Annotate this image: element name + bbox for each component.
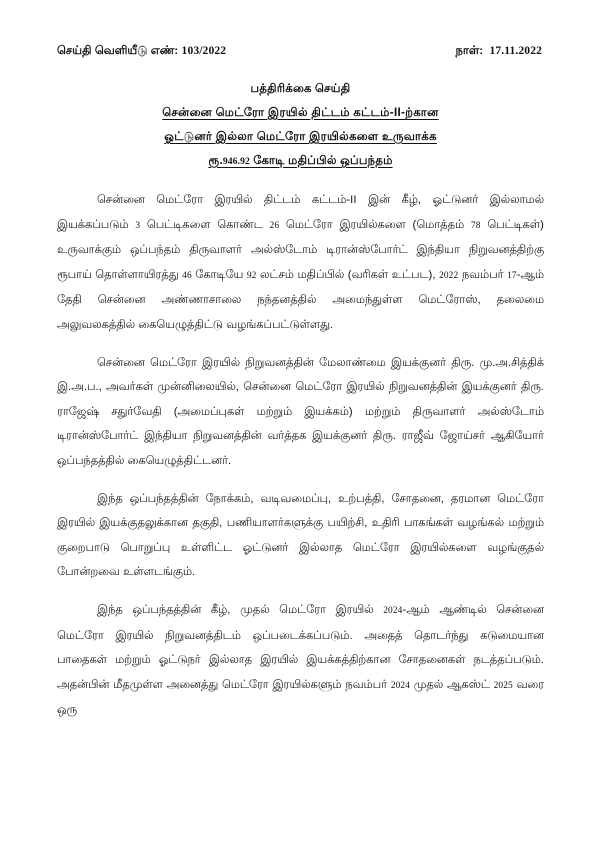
currency-prefix: ரூ. <box>208 154 223 167</box>
page-bottom-whitespace <box>57 723 544 819</box>
paragraph-scope: இந்த ஒப்பந்தத்தின் நோக்கம், வடிவமைப்பு, உற்பத்தி, சோதனை, தரமான மெட்ரோ இரயில் இயக்குதலுக்கான தகுதி, பணியாளர்களுக்கு பயிற்சி, உதிரி பாகங்கள் வழங்கல் மற்றும் குறைபாடு பொறுப்பு உள்ளிட்ட ஓட்டுனர் இல்லாத மெட்ரோ இரயில்களை வழங்குதல் போன்றவை உள்ளடங்கும். <box>57 492 544 579</box>
contract-amount-value: 946.92 <box>222 156 250 167</box>
title-block <box>57 77 544 174</box>
contract-value-suffix: கோடி மதிப்பில் ஒப்பந்தம் <box>249 154 393 167</box>
release-date <box>456 44 544 59</box>
document-header <box>57 44 544 59</box>
document-body <box>57 188 544 723</box>
paragraph-delivery-schedule: இந்த ஒப்பந்தத்தின் கீழ், முதல் மெட்ரோ இரயில் 2024-ஆம் ஆண்டில் சென்னை மெட்ரோ இரயில் நிறுவனத்திடம் ஒப்படைக்கப்படும். அதைத் தொடர்ந்து கடுமையான பாதைகள் மற்றும் ஓட்டுநர் இல்லாத இரயில் இயக்கத்திற்கான சோதனைகள் நடத்தப்படும். அதன்பின் மீதமுள்ள அனைத்து மெட்ரோ இரயில்களும் நவம்பர் 2024 முதல் ஆகஸ்ட் 2025 வரை ஒரு <box>57 603 545 717</box>
release-date-label: நாள்: <box>455 45 484 57</box>
page-title-line-2: ஓட்டுனர் இல்லா மெட்ரோ இரயில்களை உருவாக்க <box>164 130 437 143</box>
release-date-value: 17.11.2022 <box>489 44 542 57</box>
release-number-label: செய்தி வெளியீடு எண்: <box>57 45 179 57</box>
paragraph-signatories: சென்னை மெட்ரோ இரயில் நிறுவனத்தின் மேலாண்மை இயக்குனர் திரு. மு.அ.சித்திக் இ.அ.ப., அவர்கள் முன்னிலையில், சென்னை மெட்ரோ இரயில் நிறுவனத்தின் இயக்குனர் திரு. ராஜேஷ் சதுர்வேதி (அமைப்புகள் மற்றும் இயக்கம்) மற்றும் திருவாளர் அல்ஸ்டோம் டிரான்ஸ்போர்ட் இந்தியா நிறுவனத்தின் வர்த்தக இயக்குனர் திரு. ராஜீவ் ஜோய்சர் ஆகியோர் ஒப்பந்தத்தில் கையெழுத்திட்டனர். <box>57 356 544 467</box>
contract-value-title <box>57 149 544 174</box>
page-title-line-1: சென்னை மெட்ரோ இரயில் திட்டம் கட்டம்-II-ற்கான <box>162 106 439 119</box>
paragraph-contract-award: சென்னை மெட்ரோ இரயில் திட்டம் கட்டம்-II இன் கீழ், ஓட்டுனர் இல்லாமல் இயக்கப்படும் 3 பெட்டிகளை கொண்ட 26 மெட்ரோ இரயில்களை (மொத்தம் 78 பெட்டிகள்) உருவாக்கும் ஒப்பந்தம் திருவாளர் அல்ஸ்டோம் டிரான்ஸ்போர்ட் இந்தியா நிறுவனத்திற்கு ரூபாய் தொள்ளாயிரத்து 46 கோடியே 92 லட்சம் மதிப்பில் (வரிகள் உட்பட), 2022 நவம்பர் 17-ஆம் தேதி சென்னை அண்ணாசாலை நந்தனத்தில் அமைந்துள்ள மெட்ரோஸ், தலைமை அலுவலகத்தில் கையெழுத்திட்டு வழங்கப்பட்டுள்ளது. <box>57 194 544 331</box>
release-number <box>57 44 226 59</box>
release-number-value: 103/2022 <box>181 44 227 57</box>
document-kind-title: பத்திரிக்கை செய்தி <box>250 82 351 95</box>
